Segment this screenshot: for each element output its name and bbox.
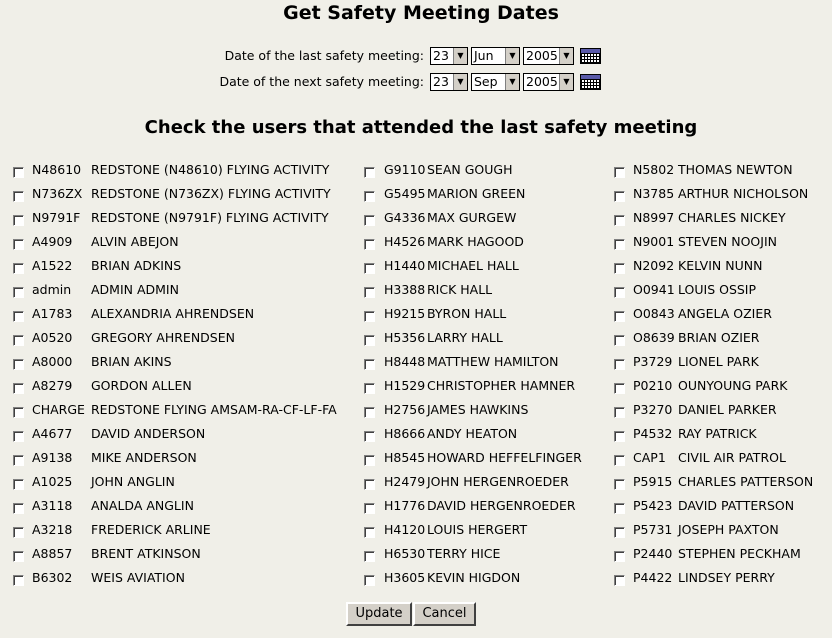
- user-name: LINDSEY PERRY: [678, 570, 775, 585]
- user-code: A8857: [32, 546, 73, 561]
- user-name: REDSTONE (N48610) FLYING ACTIVITY: [91, 162, 330, 177]
- user-column-3: [605, 160, 832, 592]
- user-checkbox[interactable]: [364, 191, 375, 202]
- user-row: [0, 352, 360, 376]
- user-code: N8997: [633, 210, 675, 225]
- user-code: H8545: [384, 450, 426, 465]
- user-checkbox[interactable]: [364, 503, 375, 514]
- user-name: BYRON HALL: [427, 306, 507, 321]
- user-checkbox[interactable]: [13, 215, 24, 226]
- user-name: MICHAEL HALL: [427, 258, 519, 273]
- user-checkbox[interactable]: [13, 311, 24, 322]
- user-name: BRIAN OZIER: [678, 330, 760, 345]
- user-code: H1440: [384, 258, 426, 273]
- chevron-down-icon: ▼: [559, 48, 573, 64]
- user-code: H4526: [384, 234, 426, 249]
- user-checkbox[interactable]: [13, 359, 24, 370]
- user-code: B6302: [32, 570, 73, 585]
- next-meeting-day-select[interactable]: [430, 73, 468, 91]
- last-meeting-label: Date of the last safety meeting:: [224, 48, 424, 63]
- user-name: MARION GREEN: [427, 186, 526, 201]
- user-name: REDSTONE (N9791F) FLYING ACTIVITY: [91, 210, 329, 225]
- user-checkbox[interactable]: [13, 551, 24, 562]
- user-checkbox[interactable]: [614, 191, 625, 202]
- user-row: [355, 328, 605, 352]
- user-name: RICK HALL: [427, 282, 493, 297]
- user-code: G9110: [384, 162, 426, 177]
- user-name: THOMAS NEWTON: [678, 162, 793, 177]
- user-checkbox[interactable]: [13, 191, 24, 202]
- user-checkbox[interactable]: [364, 479, 375, 490]
- user-name: HOWARD HEFFELFINGER: [427, 450, 582, 465]
- user-code: P3729: [633, 354, 673, 369]
- user-code: P2440: [633, 546, 673, 561]
- user-name: KELVIN NUNN: [678, 258, 763, 273]
- user-code: P4422: [633, 570, 673, 585]
- user-row: [605, 208, 832, 232]
- last-meeting-day-value: 23: [433, 48, 449, 63]
- user-row: [355, 184, 605, 208]
- user-name: JOHN ANGLIN: [91, 474, 175, 489]
- user-code: H4120: [384, 522, 426, 537]
- chevron-down-icon: ▼: [505, 74, 519, 90]
- user-row: [0, 424, 360, 448]
- cancel-button[interactable]: Cancel: [413, 602, 476, 626]
- user-name: OUNYOUNG PARK: [678, 378, 788, 393]
- user-row: [605, 352, 832, 376]
- user-code: H2756: [384, 402, 426, 417]
- user-code: H8666: [384, 426, 426, 441]
- user-code: A4909: [32, 234, 73, 249]
- attendance-heading: Check the users that attended the last safety meeting: [144, 117, 698, 138]
- user-checkbox[interactable]: [614, 383, 625, 394]
- user-code: CHARGE: [32, 402, 85, 417]
- chevron-down-icon: ▼: [453, 74, 467, 90]
- user-checkbox[interactable]: [614, 311, 625, 322]
- user-checkbox[interactable]: [364, 575, 375, 586]
- user-name: LOUIS OSSIP: [678, 282, 757, 297]
- user-row: [0, 304, 360, 328]
- user-name: BRENT ATKINSON: [91, 546, 201, 561]
- user-row: [355, 520, 605, 544]
- user-name: MATTHEW HAMILTON: [427, 354, 559, 369]
- user-row: [355, 448, 605, 472]
- user-row: [355, 160, 605, 184]
- user-checkbox[interactable]: [614, 215, 625, 226]
- user-name: GORDON ALLEN: [91, 378, 192, 393]
- user-row: [605, 184, 832, 208]
- user-name: ANDY HEATON: [427, 426, 518, 441]
- user-row: [0, 232, 360, 256]
- user-row: [605, 376, 832, 400]
- user-checkbox[interactable]: [614, 431, 625, 442]
- user-checkbox[interactable]: [364, 455, 375, 466]
- next-meeting-row: [0, 73, 832, 93]
- chevron-down-icon: ▼: [453, 48, 467, 64]
- user-code: A0520: [32, 330, 73, 345]
- user-column-1: [0, 160, 360, 592]
- user-checkbox[interactable]: [364, 311, 375, 322]
- user-row: [355, 400, 605, 424]
- user-checkbox[interactable]: [614, 503, 625, 514]
- user-name: WEIS AVIATION: [91, 570, 185, 585]
- user-code: A3218: [32, 522, 73, 537]
- user-code: admin: [32, 282, 72, 297]
- user-code: H2479: [384, 474, 426, 489]
- user-code: P5915: [633, 474, 673, 489]
- user-row: [355, 568, 605, 592]
- user-checkbox[interactable]: [614, 335, 625, 346]
- user-row: [355, 208, 605, 232]
- next-meeting-year-value: 2005: [526, 74, 558, 89]
- user-checkbox[interactable]: [614, 575, 625, 586]
- user-checkbox[interactable]: [13, 287, 24, 298]
- user-row: [355, 232, 605, 256]
- user-checkbox[interactable]: [364, 167, 375, 178]
- user-name: LIONEL PARK: [678, 354, 759, 369]
- user-checkbox[interactable]: [13, 383, 24, 394]
- user-code: H9215: [384, 306, 426, 321]
- user-code: P3270: [633, 402, 673, 417]
- user-checkbox[interactable]: [614, 551, 625, 562]
- user-code: H5356: [384, 330, 426, 345]
- next-meeting-year-select[interactable]: [523, 73, 574, 91]
- user-row: [0, 328, 360, 352]
- last-meeting-year-value: 2005: [526, 48, 558, 63]
- user-row: [355, 256, 605, 280]
- user-code: H3605: [384, 570, 426, 585]
- user-name: FREDERICK ARLINE: [91, 522, 211, 537]
- user-row: [605, 544, 832, 568]
- user-row: [605, 496, 832, 520]
- user-code: A1522: [32, 258, 73, 273]
- user-name: CHRISTOPHER HAMNER: [427, 378, 576, 393]
- user-code: N9001: [633, 234, 675, 249]
- user-row: [0, 160, 360, 184]
- user-name: BRIAN AKINS: [91, 354, 172, 369]
- user-name: STEVEN NOOJIN: [678, 234, 777, 249]
- user-checkbox[interactable]: [13, 335, 24, 346]
- user-checkbox[interactable]: [614, 455, 625, 466]
- user-row: [605, 256, 832, 280]
- user-name: DAVID HERGENROEDER: [427, 498, 576, 513]
- user-name: LARRY HALL: [427, 330, 503, 345]
- user-row: [605, 328, 832, 352]
- user-code: A4677: [32, 426, 73, 441]
- user-row: [605, 448, 832, 472]
- user-name: JOSEPH PAXTON: [678, 522, 779, 537]
- next-meeting-month-value: Sep: [474, 74, 498, 89]
- user-name: ANGELA OZIER: [678, 306, 772, 321]
- user-checkbox[interactable]: [364, 239, 375, 250]
- user-row: [605, 304, 832, 328]
- user-checkbox[interactable]: [13, 407, 24, 418]
- user-row: [0, 496, 360, 520]
- last-meeting-year-select[interactable]: [523, 47, 574, 65]
- user-name: STEPHEN PECKHAM: [678, 546, 801, 561]
- user-name: KEVIN HIGDON: [427, 570, 521, 585]
- user-code: H1776: [384, 498, 426, 513]
- user-code: N736ZX: [32, 186, 83, 201]
- user-row: [605, 280, 832, 304]
- user-code: A3118: [32, 498, 73, 513]
- user-code: A8000: [32, 354, 73, 369]
- calendar-icon[interactable]: [580, 48, 601, 64]
- user-code: N3785: [633, 186, 675, 201]
- user-row: [605, 520, 832, 544]
- user-row: [0, 448, 360, 472]
- next-meeting-month-select[interactable]: [471, 73, 520, 91]
- user-name: ALVIN ABEJON: [91, 234, 179, 249]
- user-code: P5423: [633, 498, 673, 513]
- user-code: N5802: [633, 162, 675, 177]
- user-row: [355, 496, 605, 520]
- user-code: A1025: [32, 474, 73, 489]
- user-checkbox[interactable]: [364, 383, 375, 394]
- user-code: N9791F: [32, 210, 81, 225]
- user-code: H8448: [384, 354, 426, 369]
- user-row: [605, 160, 832, 184]
- user-name: CIVIL AIR PATROL: [678, 450, 786, 465]
- user-row: [355, 472, 605, 496]
- user-row: [0, 472, 360, 496]
- user-row: [0, 280, 360, 304]
- user-checkbox[interactable]: [13, 431, 24, 442]
- user-name: JOHN HERGENROEDER: [427, 474, 569, 489]
- user-code: A9138: [32, 450, 73, 465]
- user-checkbox[interactable]: [364, 215, 375, 226]
- user-checkbox[interactable]: [13, 503, 24, 514]
- user-name: DAVID ANDERSON: [91, 426, 206, 441]
- user-checkbox[interactable]: [614, 167, 625, 178]
- user-row: [0, 520, 360, 544]
- user-code: A8279: [32, 378, 73, 393]
- user-name: REDSTONE FLYING AMSAM-RA-CF-LF-FA: [91, 402, 337, 417]
- user-row: [0, 376, 360, 400]
- user-name: REDSTONE (N736ZX) FLYING ACTIVITY: [91, 186, 331, 201]
- user-name: MIKE ANDERSON: [91, 450, 197, 465]
- user-code: H3388: [384, 282, 426, 297]
- user-checkbox[interactable]: [364, 431, 375, 442]
- user-checkbox[interactable]: [364, 263, 375, 274]
- user-name: ARTHUR NICHOLSON: [678, 186, 809, 201]
- calendar-icon[interactable]: [580, 74, 601, 90]
- user-row: [355, 376, 605, 400]
- user-name: TERRY HICE: [427, 546, 501, 561]
- last-meeting-day-select[interactable]: [430, 47, 468, 65]
- last-meeting-month-select[interactable]: [471, 47, 520, 65]
- user-checkbox[interactable]: [13, 167, 24, 178]
- user-checkbox[interactable]: [614, 527, 625, 538]
- user-column-2: [355, 160, 605, 592]
- user-row: [605, 232, 832, 256]
- user-code: H1529: [384, 378, 426, 393]
- user-name: ADMIN ADMIN: [91, 282, 179, 297]
- user-code: P4532: [633, 426, 673, 441]
- chevron-down-icon: ▼: [559, 74, 573, 90]
- user-code: O0843: [633, 306, 675, 321]
- user-row: [0, 256, 360, 280]
- user-row: [605, 568, 832, 592]
- user-checkbox[interactable]: [13, 263, 24, 274]
- user-checkbox[interactable]: [614, 479, 625, 490]
- user-code: O0941: [633, 282, 675, 297]
- next-meeting-day-value: 23: [433, 74, 449, 89]
- user-code: H6530: [384, 546, 426, 561]
- user-name: CHARLES NICKEY: [678, 210, 786, 225]
- user-code: O8639: [633, 330, 675, 345]
- last-meeting-month-value: Jun: [474, 48, 494, 63]
- user-checkbox[interactable]: [614, 359, 625, 370]
- page-title: Get Safety Meeting Dates: [283, 2, 559, 24]
- user-name: DAVID PATTERSON: [678, 498, 795, 513]
- user-checkbox[interactable]: [364, 551, 375, 562]
- user-name: RAY PATRICK: [678, 426, 757, 441]
- user-row: [355, 352, 605, 376]
- user-code: N2092: [633, 258, 675, 273]
- user-checkbox[interactable]: [614, 239, 625, 250]
- user-name: CHARLES PATTERSON: [678, 474, 814, 489]
- user-code: P0210: [633, 378, 673, 393]
- user-code: CAP1: [633, 450, 666, 465]
- user-name: GREGORY AHRENDSEN: [91, 330, 235, 345]
- user-checkbox[interactable]: [13, 527, 24, 538]
- user-row: [355, 424, 605, 448]
- user-checkbox[interactable]: [614, 407, 625, 418]
- update-button[interactable]: Update: [346, 602, 412, 626]
- user-row: [355, 280, 605, 304]
- user-row: [0, 184, 360, 208]
- user-checkbox[interactable]: [13, 479, 24, 490]
- user-name: MARK HAGOOD: [427, 234, 524, 249]
- user-checkbox[interactable]: [13, 239, 24, 250]
- user-row: [0, 544, 360, 568]
- user-name: DANIEL PARKER: [678, 402, 777, 417]
- chevron-down-icon: ▼: [505, 48, 519, 64]
- user-row: [0, 208, 360, 232]
- user-row: [605, 400, 832, 424]
- user-checkbox[interactable]: [364, 527, 375, 538]
- user-row: [355, 544, 605, 568]
- user-row: [355, 304, 605, 328]
- user-code: N48610: [32, 162, 82, 177]
- user-code: G5495: [384, 186, 426, 201]
- user-code: P5731: [633, 522, 673, 537]
- user-row: [0, 568, 360, 592]
- user-name: JAMES HAWKINS: [427, 402, 529, 417]
- user-row: [605, 472, 832, 496]
- user-name: ANALDA ANGLIN: [91, 498, 194, 513]
- last-meeting-row: [0, 47, 832, 67]
- user-checkbox[interactable]: [364, 407, 375, 418]
- user-code: G4336: [384, 210, 426, 225]
- next-meeting-label: Date of the next safety meeting:: [219, 74, 424, 89]
- user-checkbox[interactable]: [13, 575, 24, 586]
- user-name: ALEXANDRIA AHRENDSEN: [91, 306, 255, 321]
- user-checkbox[interactable]: [614, 263, 625, 274]
- user-checkbox[interactable]: [364, 335, 375, 346]
- user-name: SEAN GOUGH: [427, 162, 513, 177]
- user-row: [605, 424, 832, 448]
- user-name: LOUIS HERGERT: [427, 522, 528, 537]
- user-checkbox[interactable]: [364, 287, 375, 298]
- user-code: A1783: [32, 306, 73, 321]
- user-name: MAX GURGEW: [427, 210, 517, 225]
- user-name: BRIAN ADKINS: [91, 258, 182, 273]
- user-row: [0, 400, 360, 424]
- user-checkbox[interactable]: [364, 359, 375, 370]
- user-checkbox[interactable]: [614, 287, 625, 298]
- user-checkbox[interactable]: [13, 455, 24, 466]
